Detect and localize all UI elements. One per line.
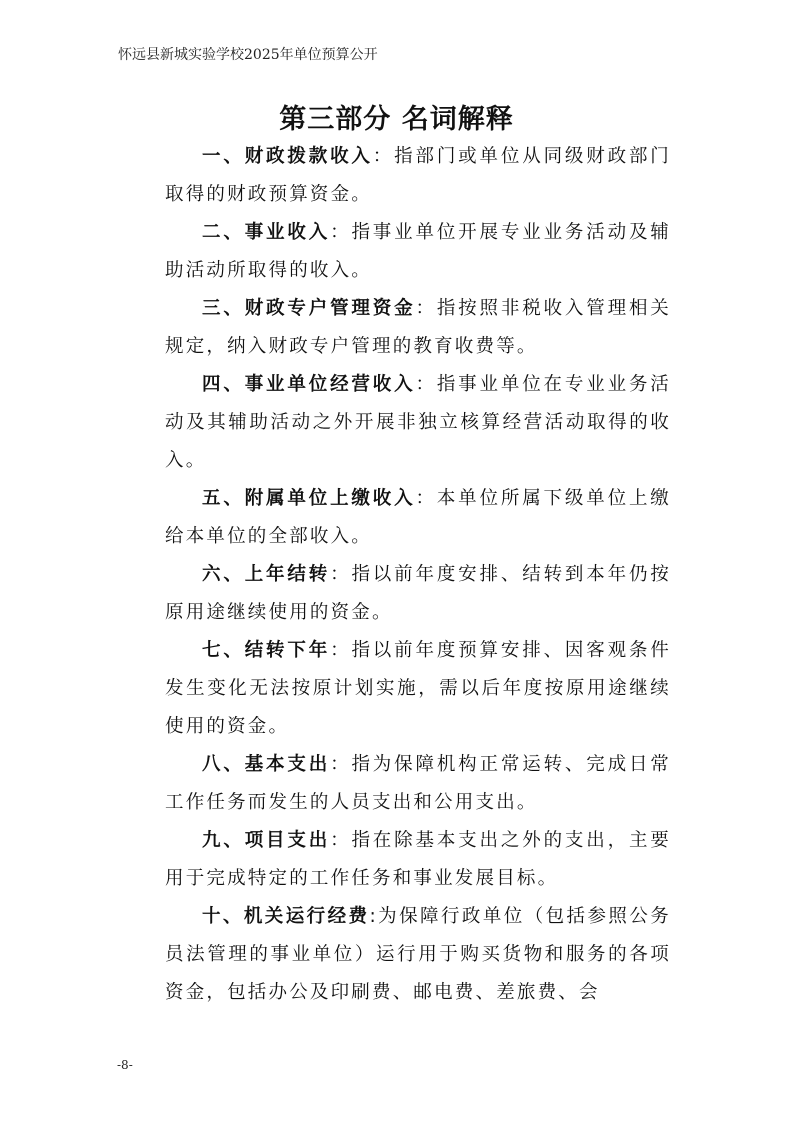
glossary-item [165, 366, 671, 480]
page-title: 第三部分 名词解释 [279, 104, 514, 135]
glossary-item [165, 898, 671, 1012]
glossary-definition: 指在除基本支出之外的支出，主要用于完成特定的工作任务和事业发展目标。 [165, 830, 672, 889]
glossary-term: 十、机关运行经费 [202, 906, 370, 927]
page-number: -8- [117, 1058, 133, 1072]
glossary-term: 四、事业单位经营收入 [202, 374, 416, 395]
glossary-definition: 指为保障机构正常运转、完成日常工作任务而发生的人员支出和公用支出。 [165, 754, 672, 813]
glossary-definition: 指事业单位在专业业务活动及其辅助活动之外开展非独立核算经营活动取得的收入。 [165, 374, 671, 471]
glossary-definition: 指以前年度预算安排、因客观条件发生变化无法按原计划实施，需以后年度按原用途继续使用的资金。 [165, 640, 672, 737]
glossary-item [165, 214, 671, 290]
term-separator: ： [330, 830, 352, 851]
glossary-definition: 指部门或单位从同级财政部门取得的财政预算资金。 [165, 146, 672, 205]
glossary-term: 五、附属单位上缴收入 [202, 488, 416, 509]
term-separator: ： [372, 146, 395, 167]
glossary-definition: 指按照非税收入管理相关规定，纳入财政专户管理的教育收费等。 [165, 298, 671, 357]
term-separator: ： [330, 564, 352, 585]
term-separator: : [369, 906, 378, 927]
term-separator: ： [330, 222, 352, 243]
glossary-term: 三、财政专户管理资金 [202, 298, 416, 319]
glossary-item [165, 822, 671, 898]
glossary-term: 二、事业收入 [202, 222, 331, 243]
glossary-term: 六、上年结转 [202, 564, 331, 585]
term-separator: ： [415, 298, 437, 319]
glossary-term: 七、结转下年 [202, 640, 331, 661]
glossary-item [165, 138, 671, 214]
glossary-item [165, 290, 671, 366]
glossary-item [165, 746, 671, 822]
glossary-item [165, 556, 671, 632]
glossary-term: 九、项目支出 [202, 830, 331, 851]
glossary-definition: 指事业单位开展专业业务活动及辅助活动所取得的收入。 [165, 222, 672, 281]
term-separator: ： [415, 374, 437, 395]
glossary-item [165, 632, 671, 746]
glossary-definition: 本单位所属下级单位上缴给本单位的全部收入。 [165, 488, 671, 547]
glossary-item [165, 480, 671, 556]
term-separator: ： [330, 754, 352, 775]
glossary-definition: 为保障行政单位（包括参照公务员法管理的事业单位）运行用于购买货物和服务的各项资金，包括办公及印刷费、邮电费、差旅费、会 [165, 906, 671, 1003]
glossary-term: 一、财政拨款收入 [202, 146, 373, 167]
term-separator: ： [415, 488, 437, 509]
page-header: 怀远县新城实验学校2025年单位预算公开 [118, 47, 378, 63]
glossary-list [165, 138, 671, 1012]
glossary-definition: 指以前年度安排、结转到本年仍按原用途继续使用的资金。 [165, 564, 672, 623]
glossary-term: 八、基本支出 [202, 754, 331, 775]
term-separator: ： [330, 640, 352, 661]
